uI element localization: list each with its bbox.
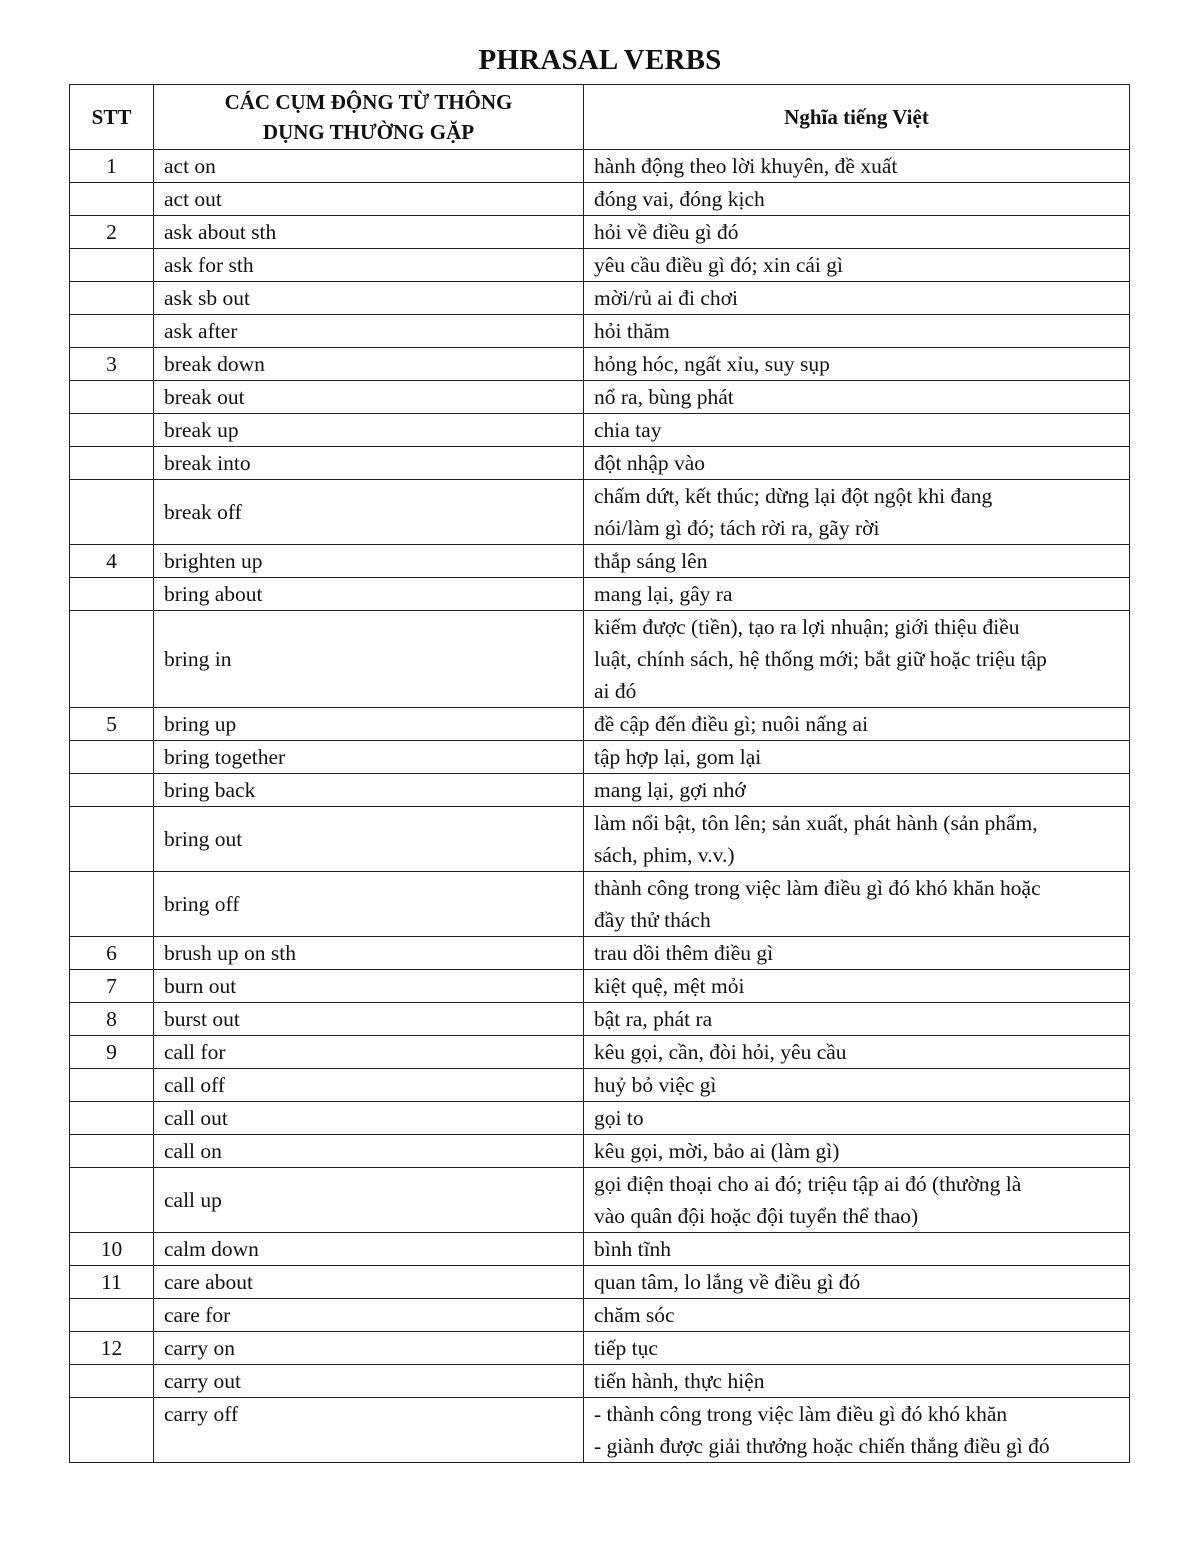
meaning-line: đóng vai, đóng kịch — [594, 187, 765, 211]
table-row — [70, 1069, 1130, 1102]
table-row — [70, 1036, 1130, 1069]
meaning-line: trau dồi thêm điều gì — [594, 941, 774, 965]
meaning-cell — [584, 315, 1130, 348]
stt-cell: 11 — [70, 1266, 154, 1299]
meaning-line: kiếm được (tiền), tạo ra lợi nhuận; giới thiệu điều — [594, 615, 1020, 639]
meaning-line: chia tay — [594, 418, 662, 442]
meaning-line: yêu cầu điều gì đó; xin cái gì — [594, 253, 843, 277]
table-row — [70, 183, 1130, 216]
meaning-cell — [584, 1299, 1130, 1332]
phrasal-verb-cell: burn out — [154, 970, 584, 1003]
meaning-line: thành công trong việc làm điều gì đó khó khăn hoặc — [594, 876, 1041, 900]
table-row — [70, 249, 1130, 282]
stt-cell: 12 — [70, 1332, 154, 1365]
stt-cell: 2 — [70, 216, 154, 249]
meaning-line: nổ ra, bùng phát — [594, 385, 734, 409]
phrasal-verb-cell: carry on — [154, 1332, 584, 1365]
stt-cell — [70, 414, 154, 447]
phrasal-verb-cell: break down — [154, 348, 584, 381]
meaning-line: bình tĩnh — [594, 1237, 672, 1261]
header-meaning: Nghĩa tiếng Việt — [584, 85, 1130, 150]
stt-cell — [70, 480, 154, 545]
meaning-cell — [584, 578, 1130, 611]
phrasal-verb-cell: bring up — [154, 708, 584, 741]
meaning-cell — [584, 150, 1130, 183]
meaning-cell — [584, 1069, 1130, 1102]
meaning-cell — [584, 1233, 1130, 1266]
table-row — [70, 1365, 1130, 1398]
stt-cell — [70, 578, 154, 611]
phrasal-verbs-table — [69, 84, 1130, 1463]
stt-cell — [70, 1168, 154, 1233]
meaning-cell — [584, 741, 1130, 774]
phrasal-verb-cell: ask for sth — [154, 249, 584, 282]
meaning-line: gọi to — [594, 1106, 644, 1130]
table-row — [70, 216, 1130, 249]
stt-cell — [70, 447, 154, 480]
meaning-line: làm nổi bật, tôn lên; sản xuất, phát hành (sản phẩm, — [594, 811, 1038, 835]
meaning-line: luật, chính sách, hệ thống mới; bắt giữ hoặc triệu tập — [594, 647, 1047, 671]
meaning-cell — [584, 1003, 1130, 1036]
meaning-line: hỏi thăm — [594, 319, 670, 343]
stt-cell: 5 — [70, 708, 154, 741]
stt-cell: 8 — [70, 1003, 154, 1036]
meaning-line: gọi điện thoại cho ai đó; triệu tập ai đó (thường là — [594, 1172, 1022, 1196]
phrasal-verb-cell: care for — [154, 1299, 584, 1332]
phrasal-verb-cell: brush up on sth — [154, 937, 584, 970]
phrasal-verb-cell: ask about sth — [154, 216, 584, 249]
table-row — [70, 970, 1130, 1003]
meaning-line: đề cập đến điều gì; nuôi nấng ai — [594, 712, 869, 736]
stt-cell — [70, 183, 154, 216]
stt-cell: 4 — [70, 545, 154, 578]
phrasal-verb-cell: carry out — [154, 1365, 584, 1398]
phrasal-verb-cell: call off — [154, 1069, 584, 1102]
meaning-cell — [584, 249, 1130, 282]
document-title: PHRASAL VERBS — [478, 44, 722, 76]
table-row — [70, 150, 1130, 183]
stt-cell — [70, 1135, 154, 1168]
meaning-line: hỏi về điều gì đó — [594, 220, 739, 244]
table-row — [70, 708, 1130, 741]
meaning-cell — [584, 414, 1130, 447]
stt-cell: 3 — [70, 348, 154, 381]
table-row — [70, 807, 1130, 872]
stt-cell — [70, 1069, 154, 1102]
phrasal-verb-cell: burst out — [154, 1003, 584, 1036]
table-row — [70, 741, 1130, 774]
meaning-cell — [584, 282, 1130, 315]
phrasal-verb-cell: break up — [154, 414, 584, 447]
meaning-cell — [584, 872, 1130, 937]
phrasal-verb-cell: act out — [154, 183, 584, 216]
table-row — [70, 1135, 1130, 1168]
meaning-cell — [584, 1332, 1130, 1365]
stt-cell — [70, 611, 154, 708]
meaning-line: đầy thử thách — [594, 908, 711, 932]
stt-cell — [70, 1102, 154, 1135]
meaning-line: vào quân đội hoặc đội tuyển thể thao) — [594, 1204, 919, 1228]
phrasal-verb-cell: call on — [154, 1135, 584, 1168]
table-row — [70, 414, 1130, 447]
phrasal-verb-cell: brighten up — [154, 545, 584, 578]
meaning-line: quan tâm, lo lắng về điều gì đó — [594, 1270, 861, 1294]
meaning-cell — [584, 545, 1130, 578]
table-row — [70, 315, 1130, 348]
meaning-line: tiếp tục — [594, 1336, 658, 1360]
meaning-line: mời/rủ ai đi chơi — [594, 286, 738, 310]
header-stt: STT — [70, 85, 154, 150]
table-row — [70, 1168, 1130, 1233]
meaning-line: kiệt quệ, mệt mỏi — [594, 974, 745, 998]
meaning-line: bật ra, phát ra — [594, 1007, 713, 1031]
table-row — [70, 872, 1130, 937]
phrasal-verb-cell: bring back — [154, 774, 584, 807]
meaning-cell — [584, 970, 1130, 1003]
stt-cell — [70, 282, 154, 315]
meaning-line: chấm dứt, kết thúc; dừng lại đột ngột khi đang — [594, 484, 993, 508]
stt-cell — [70, 872, 154, 937]
meaning-line: chăm sóc — [594, 1303, 675, 1327]
phrasal-verb-cell: ask sb out — [154, 282, 584, 315]
table-row — [70, 774, 1130, 807]
table-row — [70, 282, 1130, 315]
phrasal-verb-cell: care about — [154, 1266, 584, 1299]
meaning-line: - thành công trong việc làm điều gì đó khó khăn — [594, 1402, 1008, 1426]
meaning-line: thắp sáng lên — [594, 549, 708, 573]
meaning-cell — [584, 1266, 1130, 1299]
meaning-cell — [584, 807, 1130, 872]
table-row — [70, 545, 1130, 578]
phrasal-verb-cell: ask after — [154, 315, 584, 348]
phrasal-verb-cell: act on — [154, 150, 584, 183]
meaning-cell — [584, 348, 1130, 381]
table-row — [70, 1003, 1130, 1036]
table-row — [70, 1233, 1130, 1266]
stt-cell: 10 — [70, 1233, 154, 1266]
table-row — [70, 447, 1130, 480]
meaning-cell — [584, 1398, 1130, 1463]
table-row — [70, 1332, 1130, 1365]
meaning-cell — [584, 708, 1130, 741]
stt-cell — [70, 774, 154, 807]
meaning-line: tập hợp lại, gom lại — [594, 745, 762, 769]
table-row — [70, 480, 1130, 545]
table-row — [70, 1398, 1130, 1463]
meaning-line: sách, phim, v.v.) — [594, 843, 735, 867]
table-body — [70, 150, 1130, 1463]
stt-cell: 9 — [70, 1036, 154, 1069]
table-row — [70, 348, 1130, 381]
phrasal-verb-cell: bring about — [154, 578, 584, 611]
stt-cell: 6 — [70, 937, 154, 970]
meaning-cell — [584, 480, 1130, 545]
meaning-line: kêu gọi, mời, bảo ai (làm gì) — [594, 1139, 840, 1163]
stt-cell — [70, 741, 154, 774]
meaning-line: kêu gọi, cần, đòi hỏi, yêu cầu — [594, 1040, 847, 1064]
table-row — [70, 1299, 1130, 1332]
meaning-cell — [584, 381, 1130, 414]
meaning-cell — [584, 216, 1130, 249]
meaning-cell — [584, 183, 1130, 216]
table-row — [70, 937, 1130, 970]
phrasal-verb-cell: bring out — [154, 807, 584, 872]
table-row — [70, 1102, 1130, 1135]
phrasal-verb-cell: call up — [154, 1168, 584, 1233]
meaning-cell — [584, 1168, 1130, 1233]
phrasal-verb-cell: bring in — [154, 611, 584, 708]
table-header-row — [70, 85, 1130, 150]
header-verb: CÁC CỤM ĐỘNG TỪ THÔNG DỤNG THƯỜNG GẶP — [154, 85, 584, 150]
phrasal-verb-cell: calm down — [154, 1233, 584, 1266]
meaning-cell — [584, 1365, 1130, 1398]
stt-cell — [70, 1398, 154, 1463]
meaning-cell — [584, 1102, 1130, 1135]
stt-cell — [70, 381, 154, 414]
stt-cell — [70, 249, 154, 282]
phrasal-verb-cell: break out — [154, 381, 584, 414]
table-row — [70, 578, 1130, 611]
meaning-line: ai đó — [594, 679, 637, 703]
meaning-line: tiến hành, thực hiện — [594, 1369, 765, 1393]
phrasal-verb-cell: call for — [154, 1036, 584, 1069]
meaning-line: hành động theo lời khuyên, đề xuất — [594, 154, 898, 178]
meaning-line: nói/làm gì đó; tách rời ra, gãy rời — [594, 516, 880, 540]
meaning-line: mang lại, gây ra — [594, 582, 733, 606]
stt-cell: 1 — [70, 150, 154, 183]
table-row — [70, 1266, 1130, 1299]
phrasal-verb-cell: bring together — [154, 741, 584, 774]
stt-cell — [70, 807, 154, 872]
phrasal-verb-cell: bring off — [154, 872, 584, 937]
phrasal-verb-cell: carry off — [154, 1398, 584, 1463]
stt-cell — [70, 1365, 154, 1398]
stt-cell: 7 — [70, 970, 154, 1003]
meaning-line: mang lại, gợi nhớ — [594, 778, 746, 802]
meaning-line: - giành được giải thưởng hoặc chiến thắng điều gì đó — [594, 1434, 1050, 1458]
table-row — [70, 611, 1130, 708]
meaning-cell — [584, 1036, 1130, 1069]
phrasal-verb-cell: call out — [154, 1102, 584, 1135]
meaning-line: hỏng hóc, ngất xỉu, suy sụp — [594, 352, 830, 376]
phrasal-verb-cell: break off — [154, 480, 584, 545]
phrasal-verb-cell: break into — [154, 447, 584, 480]
meaning-cell — [584, 937, 1130, 970]
meaning-line: huỷ bỏ việc gì — [594, 1073, 717, 1097]
meaning-line: đột nhập vào — [594, 451, 706, 475]
meaning-cell — [584, 447, 1130, 480]
meaning-cell — [584, 611, 1130, 708]
table-row — [70, 381, 1130, 414]
stt-cell — [70, 315, 154, 348]
stt-cell — [70, 1299, 154, 1332]
meaning-cell — [584, 774, 1130, 807]
meaning-cell — [584, 1135, 1130, 1168]
